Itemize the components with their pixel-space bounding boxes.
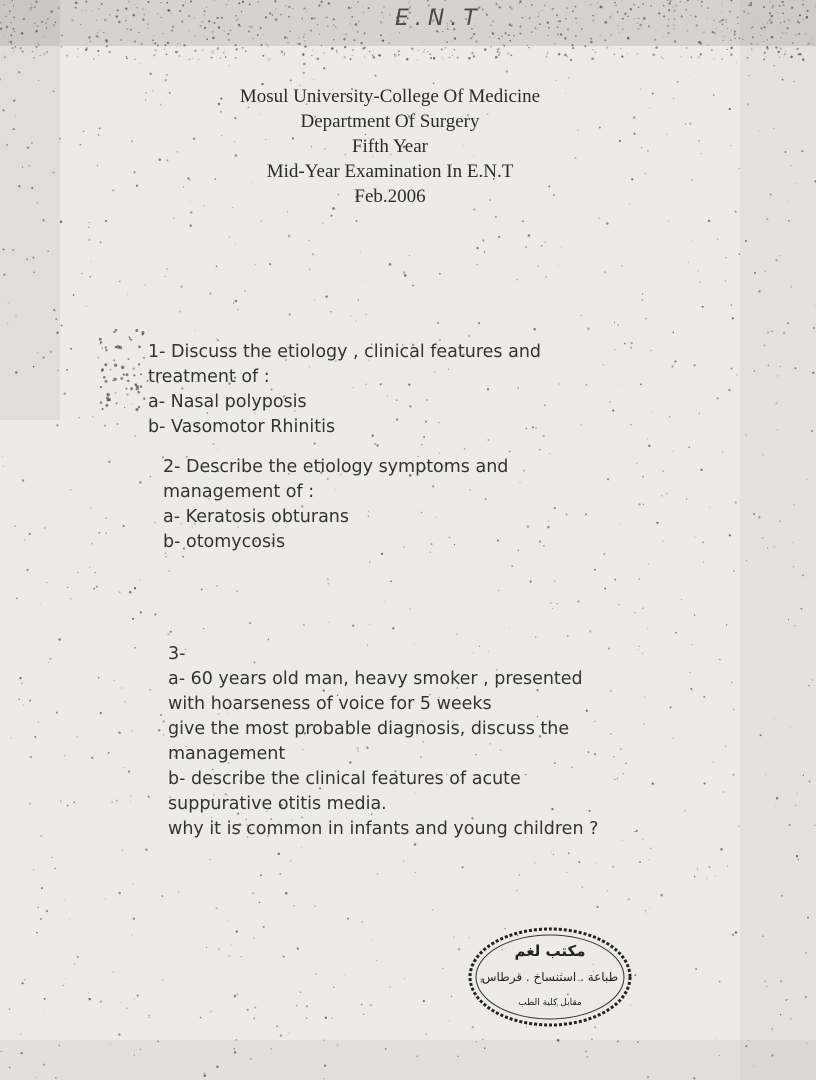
bookshop-stamp xyxy=(465,922,635,1032)
question-line: 3- xyxy=(168,644,186,664)
question-line: why it is common in infants and young children ? xyxy=(168,819,599,839)
question-1 xyxy=(148,340,541,440)
university-name: Mosul University-College Of Medicine xyxy=(239,86,541,107)
question-line: management xyxy=(168,744,286,764)
question-line: a- 60 years old man, heavy smoker , presented xyxy=(168,669,583,689)
department-name: Department Of Surgery xyxy=(300,111,480,132)
question-line: a- Nasal polyposis xyxy=(148,392,307,412)
year-label: Fifth Year xyxy=(351,136,428,157)
question-line: a- Keratosis obturans xyxy=(163,507,350,527)
question-line: b- otomycosis xyxy=(163,532,286,552)
question-line: with hoarseness of voice for 5 weeks xyxy=(168,694,492,714)
stamp-line-3: مقابل كلية الطب xyxy=(518,998,582,1008)
question-line: management of : xyxy=(163,482,315,502)
question-line: b- describe the clinical features of acute xyxy=(168,769,521,789)
question-2 xyxy=(163,455,508,555)
question-line: 1- Discuss the etiology , clinical features and xyxy=(148,342,542,362)
exam-title: Mid-Year Examination In E.N.T xyxy=(266,161,514,182)
question-line: give the most probable diagnosis, discuss the xyxy=(168,719,570,739)
handwritten-note: E.N.T xyxy=(395,6,483,31)
question-3 xyxy=(168,642,598,842)
exam-header xyxy=(150,84,630,209)
exam-date: Feb.2006 xyxy=(354,186,426,207)
question-line: b- Vasomotor Rhinitis xyxy=(148,417,336,437)
question-line: treatment of : xyxy=(148,367,270,387)
stamp-line-1: مكتب لغم xyxy=(514,942,586,960)
stamp-line-2: طباعة . استنساخ . قرطاس xyxy=(481,970,619,984)
question-line: 2- Describe the etiology symptoms and xyxy=(163,457,509,477)
question-line: suppurative otitis media. xyxy=(168,794,387,814)
